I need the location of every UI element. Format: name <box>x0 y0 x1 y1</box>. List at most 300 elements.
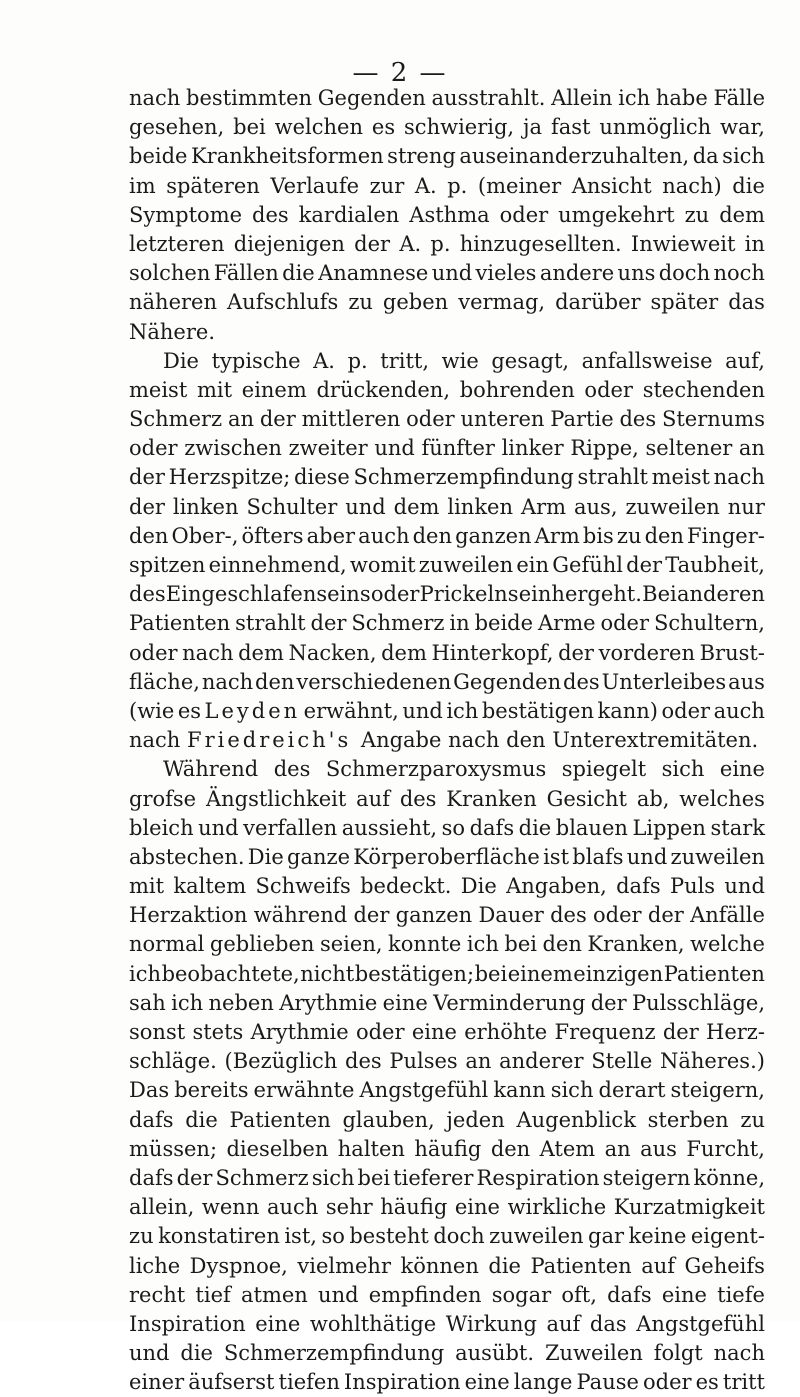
word: zur <box>369 173 405 198</box>
word: habe <box>655 86 708 110</box>
word: ich <box>618 86 651 110</box>
word: Allein <box>551 86 613 110</box>
word: Patienten <box>663 961 765 986</box>
word: hinzugesellten. <box>459 231 622 256</box>
word: Geheifs <box>684 1253 765 1278</box>
word: eine <box>255 1311 301 1336</box>
word: Furcht, <box>686 1136 765 1161</box>
word: linken <box>447 494 514 519</box>
word: Partie <box>550 407 614 432</box>
word: wirkliche <box>507 1195 607 1220</box>
word: Krankheitsformen <box>190 144 384 169</box>
text-line <box>129 434 765 463</box>
word: nach <box>129 86 181 110</box>
word: Angaben, <box>506 874 607 899</box>
word: Schmerzparoxysmus <box>325 757 547 782</box>
word: vermag, <box>458 290 546 315</box>
word: neben <box>208 990 274 1015</box>
word: und <box>374 436 415 461</box>
word: den <box>490 1136 531 1161</box>
text-line <box>129 609 765 638</box>
word: darüber <box>555 290 641 315</box>
word: sich <box>722 144 765 169</box>
text-line <box>129 814 765 843</box>
word: oder <box>661 698 711 723</box>
text-line <box>129 172 765 201</box>
word: Die <box>460 874 497 899</box>
word: Symptome <box>129 202 243 227</box>
word: zu <box>129 1224 154 1249</box>
word: dieselben <box>226 1136 329 1161</box>
word: dafs <box>616 874 661 899</box>
word: tiefen <box>278 1370 340 1395</box>
text-line <box>129 318 765 347</box>
word: Taubheit, <box>665 553 765 577</box>
word: Angstgefühl <box>359 1078 489 1103</box>
word: spitzen <box>129 553 206 577</box>
word: tief <box>195 1282 231 1307</box>
word: den <box>255 669 295 694</box>
word: dafs <box>469 815 515 840</box>
word: einer <box>129 1370 185 1395</box>
word: typische <box>211 348 301 373</box>
word: Fällen <box>213 261 279 286</box>
word: ganzen <box>395 903 473 928</box>
word: nach) <box>662 173 722 198</box>
word: oder <box>355 1020 405 1044</box>
word: dafs <box>129 1107 174 1132</box>
word: Respiration <box>476 1165 600 1190</box>
word: glauben, <box>342 1107 435 1132</box>
word: auf <box>546 1311 581 1336</box>
word: steigern, <box>670 1078 765 1103</box>
text-line <box>129 113 765 142</box>
word: und <box>626 844 668 869</box>
text-line <box>129 142 765 171</box>
word: letzteren <box>129 231 225 256</box>
word: des <box>550 903 587 928</box>
word: eine <box>661 1282 707 1307</box>
word: eine <box>464 1370 510 1395</box>
word: spiegelt <box>561 757 647 782</box>
text-line <box>129 1106 765 1135</box>
word: jeden <box>446 1107 505 1132</box>
word: drückenden, <box>316 377 451 402</box>
word: womit <box>349 553 416 577</box>
word: kaltem <box>173 874 247 899</box>
word: tiefe <box>717 1282 765 1307</box>
word: oder <box>643 1370 692 1395</box>
word: oder <box>499 202 549 227</box>
word: erwähnt, <box>303 698 399 723</box>
word: beobachtete, <box>161 961 300 986</box>
word: sehr <box>325 1195 373 1220</box>
word: bei <box>504 932 537 957</box>
word: Zuweilen <box>544 1341 643 1366</box>
word: A. <box>313 348 335 373</box>
word: öfters <box>241 523 304 548</box>
word: Brust- <box>699 640 765 665</box>
word: Sternums <box>661 407 765 432</box>
word: dafs <box>607 1282 652 1307</box>
word: blafs <box>572 844 624 869</box>
word: auch <box>266 1195 319 1220</box>
word: gesehen, <box>129 115 225 140</box>
word: zu <box>348 290 373 315</box>
word: sich <box>661 757 705 782</box>
word: besteht <box>349 1224 429 1249</box>
word: häufig <box>414 1136 482 1161</box>
word: ausstrahlt. <box>431 86 546 110</box>
word: den <box>412 523 452 548</box>
text-line <box>129 1281 765 1310</box>
word: Unterleibes <box>601 669 727 694</box>
word: ist <box>543 844 570 869</box>
text-line <box>129 580 765 609</box>
text-line <box>129 1047 765 1076</box>
word: Kranken <box>446 786 537 811</box>
word: unteren <box>460 407 545 432</box>
word: des <box>273 757 311 782</box>
text-line <box>129 1222 765 1251</box>
word: allein, <box>129 1195 195 1220</box>
word: Ängstlichkeit <box>205 786 347 811</box>
word: kann) <box>597 698 658 723</box>
word: an <box>604 1136 631 1161</box>
word: geblieben <box>209 932 315 957</box>
word: und <box>724 874 765 899</box>
word: stechenden <box>642 377 765 402</box>
word: tieferer <box>393 1165 474 1190</box>
text-line <box>129 259 765 288</box>
text-line <box>129 463 765 492</box>
text-line <box>129 668 765 697</box>
word: der <box>129 465 165 490</box>
word: doch <box>658 261 711 286</box>
word: der <box>647 903 684 928</box>
text-line <box>129 551 765 580</box>
word: meist <box>129 377 188 402</box>
word: derart <box>598 1078 666 1103</box>
word: der <box>590 990 627 1015</box>
word: Rippe, <box>570 436 639 461</box>
word: anderer <box>499 1049 584 1074</box>
word: abstechen. <box>129 844 245 869</box>
word: nach <box>713 1341 765 1366</box>
body-text <box>129 84 765 1397</box>
word: Die <box>247 844 284 869</box>
word: Lippen <box>632 815 706 840</box>
text-line <box>129 755 765 784</box>
word: linker <box>501 436 564 461</box>
word: ja <box>523 115 543 140</box>
word: Gefühl <box>552 553 623 577</box>
word: kann <box>493 1078 546 1103</box>
word: aus, <box>574 494 618 519</box>
word: uns <box>617 261 656 286</box>
text-line <box>129 201 765 230</box>
word: der <box>259 407 296 432</box>
word: seien, <box>319 932 383 957</box>
word: sich <box>550 1078 594 1103</box>
text-line <box>129 1368 765 1397</box>
word: vielmehr <box>297 1253 391 1278</box>
word: diese <box>294 465 350 490</box>
word: Angabe <box>360 728 449 753</box>
word: folgt <box>653 1341 703 1366</box>
text-line <box>129 872 765 901</box>
word: bereits <box>174 1078 249 1103</box>
word: welches <box>679 786 765 811</box>
word: blauen <box>555 815 628 840</box>
word: wohlthätige <box>309 1311 437 1336</box>
word: und <box>129 1341 170 1366</box>
text-line <box>129 960 765 989</box>
word: den <box>129 523 169 548</box>
word: Gesicht <box>546 786 627 811</box>
text-line <box>129 347 765 376</box>
word: aussieht, <box>341 815 438 840</box>
word: umgekehrt <box>558 202 675 227</box>
word: (Bezüglich <box>224 1049 338 1074</box>
word: Schmerzempfindung <box>353 465 574 490</box>
word: Ober-, <box>171 523 239 548</box>
word: an <box>227 407 255 432</box>
word: so <box>321 1224 345 1249</box>
word: oder <box>370 582 420 607</box>
word: auf, <box>725 348 765 373</box>
word: aus <box>640 1136 677 1161</box>
text-line <box>129 1135 765 1164</box>
word: ich <box>446 698 479 723</box>
word: doch <box>433 1224 485 1249</box>
word: müssen; <box>129 1136 218 1161</box>
word: der <box>176 1165 213 1190</box>
word: dem <box>381 640 427 665</box>
word: dafs <box>129 1165 174 1190</box>
word: dem <box>238 640 284 665</box>
word: Prickelns <box>419 582 519 607</box>
word: gesagt, <box>491 348 570 373</box>
word: den <box>542 932 582 957</box>
word: bestätigen; <box>354 961 475 986</box>
word: halten <box>337 1136 405 1161</box>
word: Puls <box>669 874 716 899</box>
word: bis <box>582 523 614 548</box>
word: Inwieweit <box>630 231 736 256</box>
word: Herz- <box>706 1020 765 1044</box>
text-line <box>129 230 765 259</box>
word: Inspiration <box>343 1370 461 1395</box>
word: oder <box>593 903 642 928</box>
word: streng <box>387 144 456 169</box>
word: späteren <box>166 173 260 198</box>
text-line <box>129 1339 765 1368</box>
word: stets <box>192 1020 244 1044</box>
word: Pulses <box>389 1049 458 1074</box>
word: oder <box>406 407 455 432</box>
word: Verminderung <box>433 990 586 1015</box>
word: Patienten <box>129 611 231 636</box>
word: dem <box>393 494 440 519</box>
word: häufig <box>380 1195 448 1220</box>
word: beide <box>474 611 534 636</box>
word: könne, <box>693 1165 765 1190</box>
word: nach <box>129 728 188 753</box>
word: konnte <box>388 932 462 957</box>
word: Aufschlufs <box>227 290 339 315</box>
text-line <box>129 1018 765 1047</box>
word: welchen <box>274 115 363 140</box>
word: fläche, <box>129 669 200 694</box>
word: des <box>129 582 166 607</box>
word: der <box>129 494 165 519</box>
word: A. <box>414 173 437 198</box>
word: auf <box>641 1253 676 1278</box>
word: p. <box>447 173 468 198</box>
text-line <box>129 522 765 551</box>
word: während <box>253 903 348 928</box>
word: Nacken, <box>288 640 377 665</box>
word: sonst <box>129 1020 186 1044</box>
word: eigent- <box>690 1224 765 1249</box>
word: nach <box>182 640 234 665</box>
word: der <box>662 1020 699 1044</box>
word: Angstgefühl <box>636 1311 765 1336</box>
word: tritt, <box>380 348 430 373</box>
word: ist, <box>284 1224 317 1249</box>
word: es <box>695 1370 719 1395</box>
word: den <box>506 728 553 753</box>
word: unmöglich <box>599 115 712 140</box>
word: oder <box>600 611 650 636</box>
word: Ansicht <box>571 173 652 198</box>
word: und <box>198 815 239 840</box>
word: eine <box>411 1020 457 1044</box>
word: auf <box>356 786 390 811</box>
word: steigern <box>602 1165 691 1190</box>
text-line <box>129 930 765 959</box>
word: Kranken, <box>587 932 685 957</box>
word: zu <box>616 523 642 548</box>
word: und <box>402 698 443 723</box>
text-line <box>129 989 765 1018</box>
text-line <box>129 901 765 930</box>
word: Anamnese <box>318 261 429 286</box>
word: einnehmend, <box>208 553 347 577</box>
text-line <box>129 726 765 755</box>
word: zu <box>740 1107 765 1132</box>
text-line <box>129 376 765 405</box>
word: atmen <box>241 1282 308 1307</box>
word: in <box>449 611 470 636</box>
word: Arm <box>534 523 580 548</box>
word: zuweilen <box>670 844 765 869</box>
word: A. <box>399 231 422 256</box>
word: andere <box>539 261 615 286</box>
word: strahlt <box>577 465 648 490</box>
word: der <box>558 640 594 665</box>
word: tritt <box>722 1370 765 1395</box>
word: Patienten <box>229 1107 331 1132</box>
word: mit <box>129 874 165 899</box>
word: recht <box>129 1282 186 1307</box>
word: Dauer <box>478 903 544 928</box>
word: einem <box>241 377 307 402</box>
word: des <box>399 786 437 811</box>
word: Nähere. <box>129 319 215 344</box>
word: zuweilen <box>489 1224 584 1249</box>
word: oder <box>129 640 178 665</box>
word: Arm <box>520 494 567 519</box>
word: anfallsweise <box>581 348 713 373</box>
word: empfinden <box>368 1282 482 1307</box>
word: Eingeschlafenseins <box>165 582 371 607</box>
word: Verlaufe <box>270 173 360 198</box>
word: Schultern, <box>653 611 765 636</box>
word: und <box>345 494 386 519</box>
word: des <box>345 1049 382 1074</box>
word: meist <box>651 465 710 490</box>
word: aber <box>306 523 356 548</box>
word: erhöhte <box>464 1020 548 1044</box>
word: Leyden <box>204 698 301 723</box>
word: seltener <box>645 436 733 461</box>
word: und <box>318 1282 359 1307</box>
word: einhergeht. <box>518 582 642 607</box>
word: sogar <box>491 1282 552 1307</box>
text-line <box>129 1252 765 1281</box>
word: der <box>626 553 663 577</box>
word: ich <box>466 932 499 957</box>
word: keine <box>628 1224 687 1249</box>
word: da <box>692 144 719 169</box>
word: der <box>310 611 347 636</box>
word: bei <box>233 115 266 140</box>
word: im <box>129 173 156 198</box>
word: Pulsschläge, <box>632 990 765 1015</box>
text-line <box>129 843 765 872</box>
word: (meiner <box>477 173 562 198</box>
word: die <box>518 815 552 840</box>
word: auch <box>358 523 410 548</box>
word: verschiedenen <box>296 669 452 694</box>
word: bestätigen <box>481 698 594 723</box>
word: Stelle <box>591 1049 653 1074</box>
word: bedeckt. <box>360 874 452 899</box>
word: solchen <box>129 261 211 286</box>
word: zweiter <box>288 436 368 461</box>
word: Inspiration <box>129 1311 246 1336</box>
word: es <box>177 698 202 723</box>
word: wenn <box>201 1195 260 1220</box>
word: einem <box>507 961 573 986</box>
word: linken <box>172 494 239 519</box>
word: Augenblick <box>516 1107 636 1132</box>
word: Schulter <box>246 494 338 519</box>
word: den <box>644 523 684 548</box>
word: die <box>488 1253 521 1278</box>
word: Arythmie <box>250 1020 349 1044</box>
word: einzigen <box>573 961 664 986</box>
word: nach <box>201 669 254 694</box>
word: Schmerz <box>351 611 445 636</box>
word: dem <box>719 202 765 227</box>
word: und <box>431 261 473 286</box>
word: Friedreich's <box>187 728 361 753</box>
word: aus <box>728 669 765 694</box>
word: ab, <box>636 786 670 811</box>
